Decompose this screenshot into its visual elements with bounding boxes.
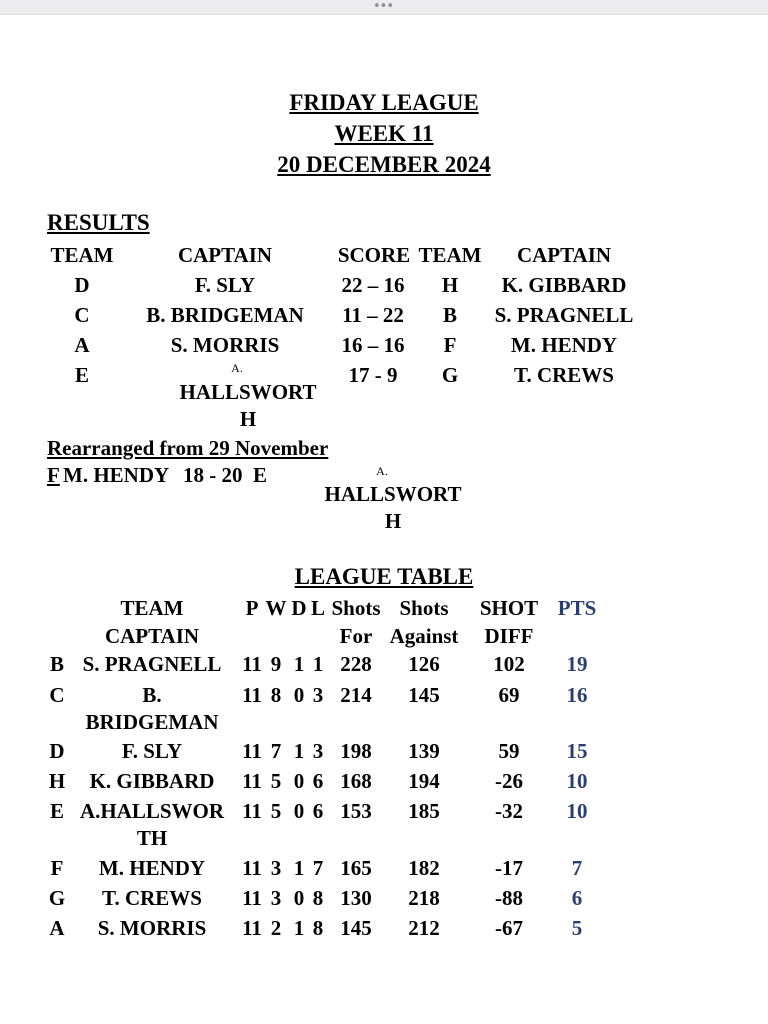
lt-shots-for: 228 — [340, 652, 372, 676]
lt-team: E — [49, 799, 65, 823]
results-header-score: SCORE — [337, 243, 411, 267]
result-team: E — [74, 363, 90, 387]
results-header-team: TEAM — [50, 243, 114, 267]
lt-p: 11 — [242, 739, 262, 763]
rearranged-team: F — [47, 463, 60, 487]
lt-shots-against: 218 — [408, 886, 440, 910]
lt-pts: 19 — [566, 652, 588, 676]
more-options-icon[interactable]: ••• — [373, 0, 394, 14]
lt-header-diff: DIFF — [484, 624, 534, 648]
lt-header-captain: CAPTAIN — [104, 624, 200, 648]
lt-header-for: For — [339, 624, 373, 648]
lt-captain: T. CREWS — [102, 886, 202, 910]
rearranged-score: 18 - 20 — [183, 463, 243, 487]
result-captain2: T. CREWS — [514, 363, 614, 387]
page-title-line3: 20 DECEMBER 2024 — [277, 152, 491, 177]
lt-shot-diff: -67 — [495, 916, 523, 940]
lt-pts: 15 — [566, 739, 588, 763]
results-heading: RESULTS — [47, 210, 150, 235]
lt-header-against: Against — [389, 624, 459, 648]
lt-shot-diff: 69 — [498, 683, 520, 707]
lt-d: 0 — [293, 886, 305, 910]
lt-pts: 10 — [566, 799, 588, 823]
result-captain2: K. GIBBARD — [501, 273, 627, 297]
lt-shots-against: 139 — [408, 739, 440, 763]
lt-w: 8 — [270, 683, 282, 707]
lt-w: 7 — [270, 739, 282, 763]
lt-l: 6 — [312, 799, 324, 823]
lt-w: 2 — [270, 916, 282, 940]
lt-header-p: P — [245, 596, 259, 620]
lt-team: D — [49, 739, 65, 763]
lt-p: 11 — [242, 799, 262, 823]
result-score: 16 – 16 — [341, 333, 405, 357]
lt-header-w: W — [265, 596, 287, 620]
lt-captain: F. SLY — [121, 739, 183, 763]
lt-team: A — [49, 916, 65, 940]
result-team: A — [74, 333, 90, 357]
result-team: D — [74, 273, 90, 297]
lt-shot-diff: -26 — [495, 769, 523, 793]
lt-header-shots-against: Shots — [399, 596, 449, 620]
rearranged-heading: Rearranged from 29 November — [47, 436, 329, 460]
lt-shot-diff: 59 — [498, 739, 520, 763]
result-captain-initial: A. — [231, 361, 243, 375]
result-captain2: M. HENDY — [510, 333, 618, 357]
lt-shots-against: 194 — [408, 769, 440, 793]
result-captain: F. SLY — [194, 273, 256, 297]
rearranged-captain2-initial: A. — [376, 464, 388, 478]
results-header-team2: TEAM — [418, 243, 482, 267]
lt-shots-for: 165 — [340, 856, 372, 880]
league-table-heading: LEAGUE TABLE — [294, 564, 474, 589]
lt-p: 11 — [242, 683, 262, 707]
lt-w: 3 — [270, 886, 282, 910]
result-team2: F — [443, 333, 457, 357]
lt-d: 1 — [293, 739, 305, 763]
result-score: 11 – 22 — [342, 303, 404, 327]
result-team: C — [74, 303, 90, 327]
rearranged-team2: E — [253, 463, 268, 487]
lt-l: 8 — [312, 886, 324, 910]
lt-shots-against: 182 — [408, 856, 440, 880]
lt-p: 11 — [242, 856, 262, 880]
lt-l: 1 — [312, 652, 324, 676]
lt-team: B — [49, 652, 65, 676]
lt-team: H — [48, 769, 66, 793]
lt-captain: K. GIBBARD — [89, 769, 215, 793]
rearranged-captain2-line1: HALLSWORT — [324, 482, 462, 506]
lt-captain: A.HALLSWOR — [79, 799, 225, 823]
result-captain: B. BRIDGEMAN — [146, 303, 304, 327]
lt-l: 3 — [312, 739, 324, 763]
window-top-bar — [0, 0, 768, 15]
lt-team: G — [48, 886, 66, 910]
lt-pts: 10 — [566, 769, 588, 793]
lt-captain: M. HENDY — [98, 856, 206, 880]
lt-w: 5 — [270, 769, 282, 793]
lt-captain: S. PRAGNELL — [82, 652, 222, 676]
lt-d: 0 — [293, 683, 305, 707]
result-score: 22 – 16 — [341, 273, 405, 297]
lt-shots-for: 153 — [340, 799, 372, 823]
lt-shots-against: 126 — [408, 652, 440, 676]
lt-d: 1 — [293, 916, 305, 940]
lt-captain: B. — [142, 683, 162, 707]
lt-header-d: D — [291, 596, 307, 620]
result-team2: G — [441, 363, 459, 387]
lt-shots-against: 185 — [408, 799, 440, 823]
lt-header-pts: PTS — [557, 596, 597, 620]
lt-team: F — [50, 856, 64, 880]
rearranged-captain: M. HENDY — [63, 463, 170, 487]
result-captain2: S. PRAGNELL — [494, 303, 634, 327]
result-captain-line2: H — [239, 407, 257, 431]
lt-shots-against: 145 — [408, 683, 440, 707]
page-title-line2: WEEK 11 — [334, 121, 434, 146]
lt-captain-line2: BRIDGEMAN — [85, 710, 219, 734]
results-header-captain2: CAPTAIN — [516, 243, 612, 267]
lt-l: 8 — [312, 916, 324, 940]
lt-w: 3 — [270, 856, 282, 880]
lt-header-shots-for: Shots — [331, 596, 381, 620]
lt-pts: 7 — [571, 856, 583, 880]
result-captain: S. MORRIS — [170, 333, 280, 357]
lt-shot-diff: -32 — [495, 799, 523, 823]
lt-shots-for: 214 — [340, 683, 372, 707]
lt-d: 1 — [293, 856, 305, 880]
lt-pts: 16 — [566, 683, 588, 707]
lt-captain: S. MORRIS — [97, 916, 207, 940]
result-captain-line1: HALLSWORT — [179, 380, 317, 404]
lt-shots-against: 212 — [408, 916, 440, 940]
lt-p: 11 — [242, 769, 262, 793]
results-header-captain: CAPTAIN — [177, 243, 273, 267]
lt-d: 0 — [293, 799, 305, 823]
lt-d: 0 — [293, 769, 305, 793]
lt-p: 11 — [242, 652, 262, 676]
lt-shot-diff: 102 — [493, 652, 525, 676]
lt-shot-diff: -17 — [495, 856, 523, 880]
lt-team: C — [49, 683, 65, 707]
lt-p: 11 — [242, 916, 262, 940]
page-title-line1: FRIDAY LEAGUE — [289, 90, 479, 115]
lt-captain-line2: TH — [136, 826, 168, 850]
lt-d: 1 — [293, 652, 305, 676]
lt-pts: 5 — [571, 916, 583, 940]
lt-l: 3 — [312, 683, 324, 707]
lt-shot-diff: -88 — [495, 886, 523, 910]
lt-shots-for: 145 — [340, 916, 372, 940]
lt-header-l: L — [310, 596, 326, 620]
lt-w: 5 — [270, 799, 282, 823]
lt-shots-for: 198 — [340, 739, 372, 763]
result-team2: B — [442, 303, 458, 327]
lt-shots-for: 168 — [340, 769, 372, 793]
lt-shots-for: 130 — [340, 886, 372, 910]
rearranged-captain2-line2: H — [384, 509, 402, 533]
lt-l: 7 — [312, 856, 324, 880]
lt-header-team: TEAM — [120, 596, 184, 620]
result-team2: H — [441, 273, 459, 297]
lt-p: 11 — [242, 886, 262, 910]
lt-pts: 6 — [571, 886, 583, 910]
lt-w: 9 — [270, 652, 282, 676]
result-score: 17 - 9 — [348, 363, 398, 387]
lt-header-shot: SHOT — [479, 596, 539, 620]
lt-l: 6 — [312, 769, 324, 793]
